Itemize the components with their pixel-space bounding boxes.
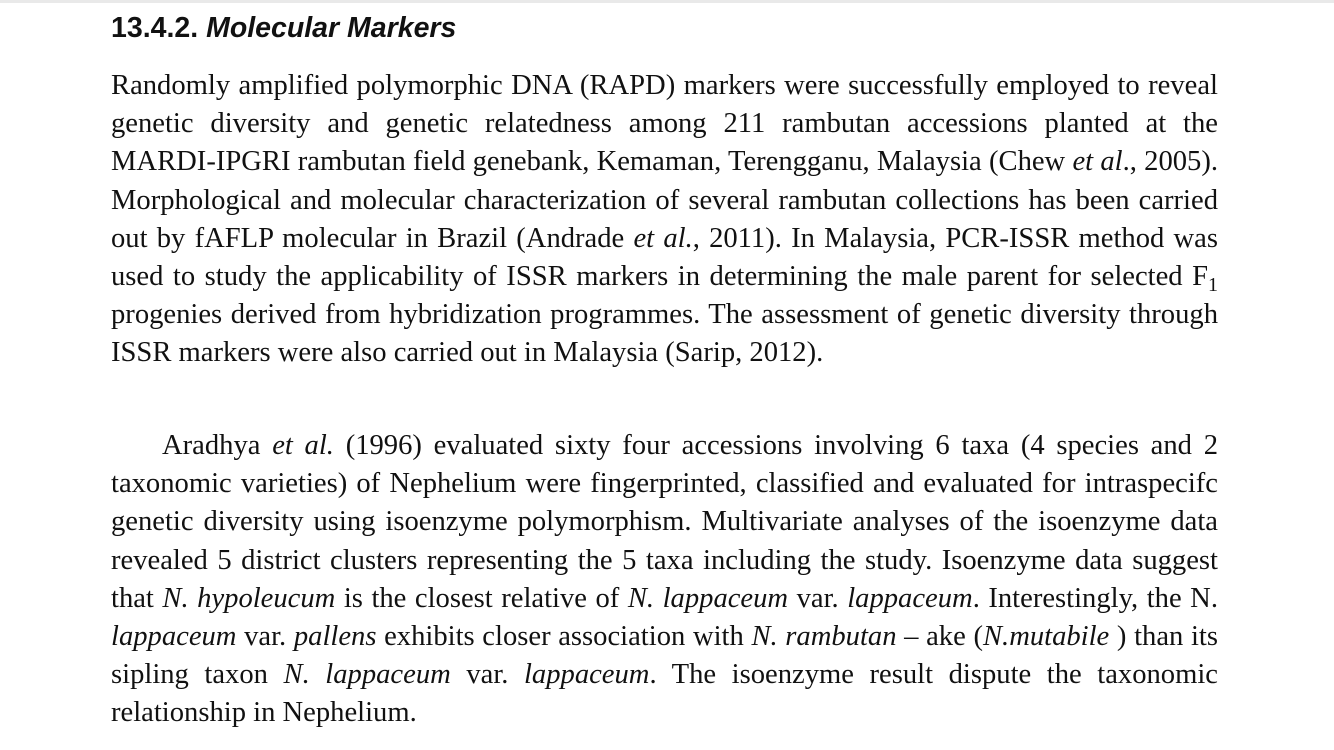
paragraph-2-text-4: var. <box>788 582 848 614</box>
species-name: N. rambutan <box>751 621 897 653</box>
paragraph-1-text-1: Randomly amplified polymorphic DNA (RAPD) markers were successfully employed to reveal genetic diversity and genetic relatedness among 211 rambutan accessions planted at the MARDI-IPGRI rambutan field genebank, Kemaman, Terengganu, Malaysia (Chew <box>111 70 1218 178</box>
paragraph-2-text-2: (1996) evaluated sixty four accessions involving 6 taxa (4 species and 2 taxonomic varieties) of Nephelium were fingerprinted, classified and evaluated for intraspecifc genetic diversity using isoenzyme polymorphism. Multivariate analyses of the isoenzyme data revealed 5 district clusters representing the 5 taxa including the study. Isoenzyme data suggest that <box>111 430 1218 614</box>
paragraph-2 <box>111 427 1218 733</box>
paragraph-1-subscript: 1 <box>1208 274 1218 297</box>
species-name: N. lappaceum <box>627 582 789 614</box>
paragraph-2-text-9: ) than its sipling taxon <box>111 621 1218 691</box>
paragraph-2-text-5: . Interestingly, the N. <box>972 582 1218 614</box>
species-name: N. lappaceum <box>283 659 451 691</box>
section-heading <box>111 9 456 47</box>
paragraph-2-text-8: – ake ( <box>896 621 983 653</box>
paragraph-1-text-2: ., 2005). Morphological and molecular characterization of several rambutan collections has been carried out by fAFLP molecular in Brazil (Andrade <box>111 146 1219 254</box>
variety-name: lappaceum <box>847 582 973 614</box>
paragraph-1 <box>111 67 1218 373</box>
paragraph-2-text-10: var. <box>450 659 524 691</box>
variety-name: lappaceum <box>523 659 650 691</box>
species-name: N. hypoleucum <box>162 582 336 614</box>
paragraph-2-text-3: is the closest relative of <box>335 582 628 614</box>
paragraph-1-text-4: progenies derived from hybridization programmes. The assessment of genetic diversity through ISSR markers were also carried out in Malaysia (Sarip, 2012). <box>111 299 1218 369</box>
paragraph-2-text-6: var. <box>236 621 294 653</box>
paragraph-2-text-7: exhibits closer association with <box>376 621 752 653</box>
paragraph-1-text-3: , 2011). In Malaysia, PCR-ISSR method was used to study the applicability of ISSR markers in determining the male parent for selected F <box>111 222 1218 293</box>
paragraph-1-et-al-1: et al <box>1072 146 1123 178</box>
paragraph-2-text-11: . The isoenzyme result dispute the taxonomic relationship in Nephelium. <box>111 659 1218 729</box>
paragraph-1-et-al-2: et al. <box>633 222 693 254</box>
species-name: N.mutabile <box>982 621 1110 653</box>
paragraph-2-text-1: Aradhya <box>162 430 273 461</box>
top-border <box>0 0 1334 3</box>
variety-name: pallens <box>293 621 377 653</box>
section-number: 13.4.2. <box>111 12 199 44</box>
section-title: Molecular Markers <box>206 12 457 44</box>
paragraph-2-et-al: et al. <box>272 430 334 461</box>
species-name: lappaceum <box>111 621 237 653</box>
